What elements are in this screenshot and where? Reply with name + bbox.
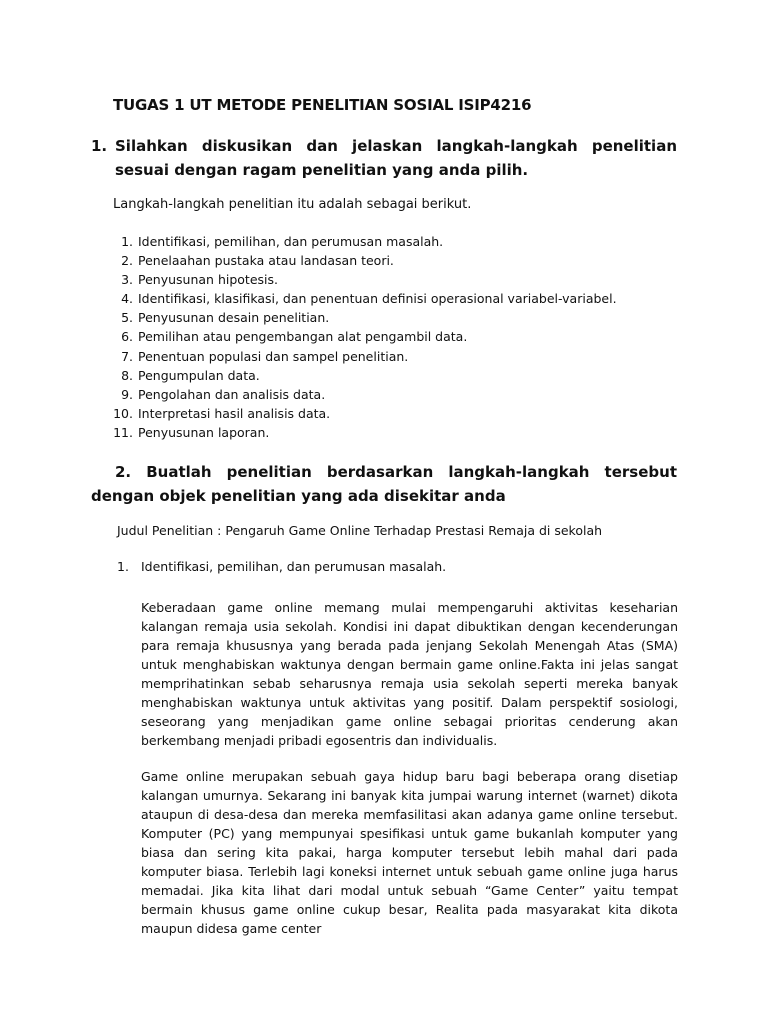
list-item-number: 10. [113,405,133,421]
list-item-text: Penentuan populasi dan sampel penelitian. [138,348,409,364]
list-item [113,308,673,327]
list-item-number: 8. [121,367,133,383]
document-title: TUGAS 1 UT METODE PENELITIAN SOSIAL ISIP4216 [113,96,532,114]
list-item-text: Pengumpulan data. [138,367,260,383]
list-item-number: 7. [121,348,133,364]
list-item [113,347,673,366]
list-item-text: Pengolahan dan analisis data. [138,386,326,402]
list-item-text: Penelaahan pustaka atau landasan teori. [138,253,394,269]
question-2-text: Buatlah penelitian berdasarkan langkah-langkah tersebut dengan objek penelitian yang ada disekitar anda [91,463,677,505]
list-item-text: Pemilihan atau pengembangan alat pengambil data. [138,329,468,345]
question-2-number: 2. [115,463,132,481]
list-item [113,327,673,346]
list-item [113,232,673,251]
list-item [113,289,673,308]
steps-list [113,232,673,442]
list-item-text: Penyusunan desain penelitian. [138,310,330,326]
question-1-number: 1. [91,137,108,155]
list-item-number: 6. [121,329,133,345]
list-item [113,270,673,289]
list-item-number: 11. [113,424,133,440]
question-1-text: Silahkan diskusikan dan jelaskan langkah-langkah penelitian sesuai dengan ragam penelitian yang anda pilih. [115,137,677,179]
list-item-number: 1. [121,234,133,249]
question-1 [91,134,677,182]
subsection-1-text: Identifikasi, pemilihan, dan perumusan masalah. [141,559,447,574]
list-item-text: Interpretasi hasil analisis data. [138,405,331,421]
subsection-1-number: 1. [117,559,129,574]
list-item [113,251,673,270]
list-item-number: 9. [121,386,133,402]
list-item-text: Penyusunan laporan. [138,424,270,440]
list-item-text: Identifikasi, klasifikasi, dan penentuan definisi operasional variabel-variabel. [138,291,617,307]
list-item-text: Penyusunan hipotesis. [138,272,278,288]
list-item [113,385,673,404]
list-item [113,423,673,442]
paragraph-1: Keberadaan game online memang mulai mempengaruhi aktivitas keseharian kalangan remaja usia sekolah. Kondisi ini dapat dibuktikan dengan kecenderungan para remaja khususnya yang berada pada jenjang Sekolah Menengah Atas (SMA) untuk menghabiskan waktunya dengan bermain game online.Fakta ini jelas sangat memprihatinkan sebab seharusnya remaja usia sekolah seperti mereka banyak menghabiskan waktunya untuk aktivitas yang positif. Dalam perspektif sosiologi, seseorang yang menjadikan game online sebagai prioritas cenderung akan berkembang menjadi pribadi egosentris dan individualis. [141,600,678,748]
paragraph-2: Game online merupakan sebuah gaya hidup baru bagi beberapa orang disetiap kalangan umurnya. Sekarang ini banyak kita jumpai warung internet (warnet) dikota ataupun di desa-desa dan mereka memfasilitasi akan adanya game online tersebut. Komputer (PC) yang mempunyai spesifikasi untuk game bukanlah komputer yang biasa dan sering kita pakai, harga komputer tersebut lebih mahal dari pada komputer biasa. Terlebih lagi koneksi internet untuk sebuah game online juga harus memadai. Jika kita lihat dari modal untuk sebuah “Game Center” yaitu tempat bermain khusus game online cukup besar, Realita pada masyarakat kita dikota maupun didesa game center [141,769,678,936]
list-item-text: Identifikasi, pemilihan, dan perumusan masalah. [138,234,444,249]
question-2 [91,460,677,508]
list-item [113,404,673,423]
list-item-number: 4. [121,291,133,307]
list-item [113,366,673,385]
list-item-number: 5. [121,310,133,326]
steps-intro: Langkah-langkah penelitian itu adalah sebagai berikut. [113,197,472,212]
list-item-number: 2. [121,253,133,269]
research-title: Judul Penelitian : Pengaruh Game Online Terhadap Prestasi Remaja di sekolah [117,523,603,538]
subsection-1-heading [117,558,446,576]
list-item-number: 3. [121,272,133,288]
